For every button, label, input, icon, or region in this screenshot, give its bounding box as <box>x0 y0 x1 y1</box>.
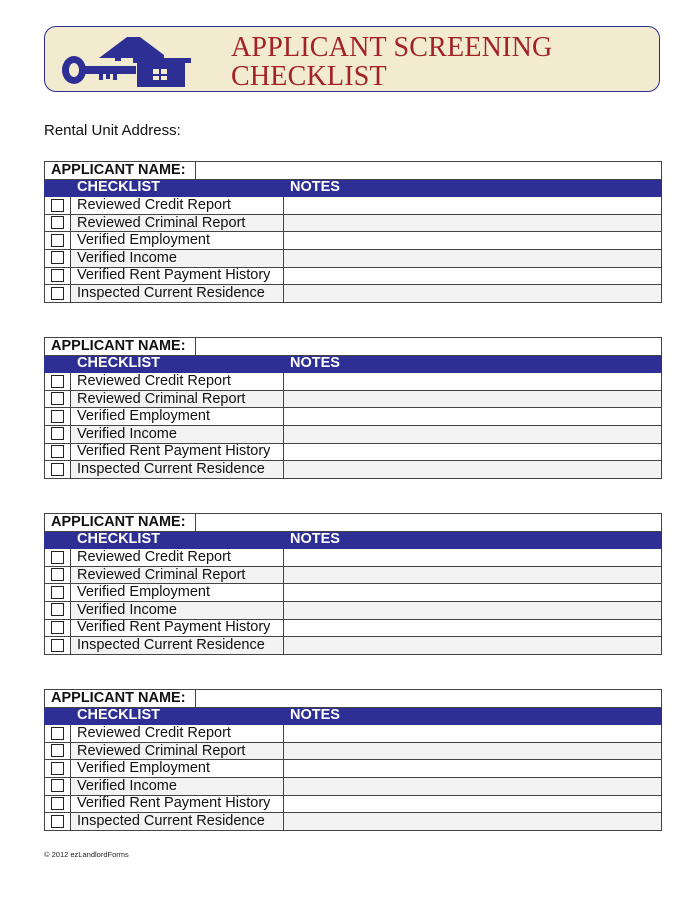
notes-header: NOTES <box>284 707 662 725</box>
applicant-name-label: APPLICANT NAME: <box>45 690 196 708</box>
checkbox[interactable] <box>51 815 64 828</box>
notes-field[interactable] <box>284 249 662 267</box>
checkbox[interactable] <box>51 551 64 564</box>
notes-field[interactable] <box>284 619 662 637</box>
checklist-item-label: Reviewed Criminal Report <box>71 390 284 408</box>
title-line-1: APPLICANT SCREENING <box>231 32 553 63</box>
checklist-item-row <box>45 267 662 285</box>
applicant-table <box>44 161 662 303</box>
notes-field[interactable] <box>284 795 662 813</box>
applicant-name-field[interactable] <box>196 690 662 708</box>
applicant-name-label: APPLICANT NAME: <box>45 162 196 180</box>
checkbox-cell[interactable] <box>45 777 71 795</box>
applicant-name-field[interactable] <box>196 338 662 356</box>
checkbox-cell[interactable] <box>45 285 71 303</box>
checklist-item-row <box>45 619 662 637</box>
checklist-item-label: Inspected Current Residence <box>71 461 284 479</box>
checkbox[interactable] <box>51 251 64 264</box>
checklist-header: CHECKLIST <box>45 707 284 725</box>
checkbox-cell[interactable] <box>45 619 71 637</box>
key-house-icon <box>59 31 194 89</box>
checklist-item-label: Verified Employment <box>71 760 284 778</box>
checklist-item-row <box>45 461 662 479</box>
notes-field[interactable] <box>284 813 662 831</box>
checklist-item-row <box>45 549 662 567</box>
checkbox-cell[interactable] <box>45 795 71 813</box>
checklist-item-label: Verified Employment <box>71 408 284 426</box>
checkbox-cell[interactable] <box>45 390 71 408</box>
checklist-item-label: Verified Income <box>71 425 284 443</box>
checklist-item-row <box>45 742 662 760</box>
checkbox-cell[interactable] <box>45 197 71 215</box>
notes-field[interactable] <box>284 637 662 655</box>
header-banner <box>44 26 660 92</box>
checkbox[interactable] <box>51 586 64 599</box>
checklist-item-label: Reviewed Criminal Report <box>71 742 284 760</box>
applicant-name-label: APPLICANT NAME: <box>45 338 196 356</box>
checklist-item-row <box>45 725 662 743</box>
checklist-item-label: Verified Employment <box>71 232 284 250</box>
checklist-item-label: Reviewed Credit Report <box>71 373 284 391</box>
checklist-item-row <box>45 197 662 215</box>
notes-field[interactable] <box>284 214 662 232</box>
checkbox-cell[interactable] <box>45 742 71 760</box>
applicant-name-row <box>45 338 662 356</box>
checklist-header-row <box>45 179 662 197</box>
checkbox-cell[interactable] <box>45 760 71 778</box>
checkbox[interactable] <box>51 744 64 757</box>
notes-field[interactable] <box>284 232 662 250</box>
checklist-item-label: Verified Rent Payment History <box>71 267 284 285</box>
checkbox[interactable] <box>51 603 64 616</box>
notes-header: NOTES <box>284 355 662 373</box>
title-line-2: CHECKLIST <box>231 61 387 92</box>
checklist-item-row <box>45 566 662 584</box>
checklist-item-label: Verified Income <box>71 249 284 267</box>
checkbox[interactable] <box>51 269 64 282</box>
checkbox-cell[interactable] <box>45 232 71 250</box>
checklist-item-label: Verified Employment <box>71 584 284 602</box>
checkbox[interactable] <box>51 621 64 634</box>
checkbox-cell[interactable] <box>45 408 71 426</box>
checklist-item-row <box>45 408 662 426</box>
notes-field[interactable] <box>284 725 662 743</box>
checklist-item-label: Verified Income <box>71 777 284 795</box>
page-title <box>231 33 552 91</box>
applicant-name-field[interactable] <box>196 162 662 180</box>
checklist-header: CHECKLIST <box>45 531 284 549</box>
checklist-item-label: Reviewed Credit Report <box>71 197 284 215</box>
checklist-item-row <box>45 813 662 831</box>
checkbox-cell[interactable] <box>45 425 71 443</box>
applicant-block <box>44 337 662 479</box>
applicant-table <box>44 513 662 655</box>
notes-header: NOTES <box>284 531 662 549</box>
checkbox-cell[interactable] <box>45 566 71 584</box>
applicant-block <box>44 513 662 655</box>
notes-field[interactable] <box>284 390 662 408</box>
notes-field[interactable] <box>284 549 662 567</box>
checklist-header-row <box>45 707 662 725</box>
notes-field[interactable] <box>284 566 662 584</box>
checkbox-cell[interactable] <box>45 443 71 461</box>
checkbox[interactable] <box>51 199 64 212</box>
checkbox-cell[interactable] <box>45 584 71 602</box>
checklist-header: CHECKLIST <box>45 355 284 373</box>
checkbox[interactable] <box>51 234 64 247</box>
checklist-item-row <box>45 425 662 443</box>
checkbox[interactable] <box>51 463 64 476</box>
checkbox[interactable] <box>51 287 64 300</box>
copyright-footer: © 2012 ezLandlordForms <box>44 850 129 859</box>
applicant-name-label: APPLICANT NAME: <box>45 514 196 532</box>
checkbox[interactable] <box>51 392 64 405</box>
notes-field[interactable] <box>284 285 662 303</box>
checkbox-cell[interactable] <box>45 249 71 267</box>
checkbox[interactable] <box>51 797 64 810</box>
checklist-item-row <box>45 637 662 655</box>
checklist-item-row <box>45 601 662 619</box>
checkbox-cell[interactable] <box>45 461 71 479</box>
checklist-item-label: Reviewed Credit Report <box>71 725 284 743</box>
checkbox-cell[interactable] <box>45 813 71 831</box>
checklist-item-label: Inspected Current Residence <box>71 813 284 831</box>
checklist-item-label: Inspected Current Residence <box>71 285 284 303</box>
checklist-item-label: Reviewed Credit Report <box>71 549 284 567</box>
rental-unit-address-label: Rental Unit Address: <box>44 122 181 139</box>
checklist-item-row <box>45 760 662 778</box>
checklist-item-label: Reviewed Criminal Report <box>71 566 284 584</box>
notes-header: NOTES <box>284 179 662 197</box>
checkbox[interactable] <box>51 639 64 652</box>
checkbox[interactable] <box>51 445 64 458</box>
checkbox[interactable] <box>51 410 64 423</box>
checklist-header-row <box>45 531 662 549</box>
checkbox[interactable] <box>51 427 64 440</box>
checklist-item-label: Inspected Current Residence <box>71 637 284 655</box>
checklist-item-row <box>45 232 662 250</box>
checkbox-cell[interactable] <box>45 267 71 285</box>
applicant-table <box>44 689 662 831</box>
checklist-item-row <box>45 214 662 232</box>
applicant-name-row <box>45 162 662 180</box>
applicant-block <box>44 161 662 303</box>
notes-field[interactable] <box>284 408 662 426</box>
checklist-header-row <box>45 355 662 373</box>
checklist-item-row <box>45 373 662 391</box>
applicant-name-row <box>45 514 662 532</box>
applicant-name-field[interactable] <box>196 514 662 532</box>
checklist-item-row <box>45 584 662 602</box>
notes-field[interactable] <box>284 461 662 479</box>
checklist-item-label: Reviewed Criminal Report <box>71 214 284 232</box>
notes-field[interactable] <box>284 760 662 778</box>
checklist-item-label: Verified Rent Payment History <box>71 443 284 461</box>
checklist-item-row <box>45 795 662 813</box>
checklist-item-row <box>45 390 662 408</box>
checkbox-cell[interactable] <box>45 214 71 232</box>
applicant-block <box>44 689 662 831</box>
checkbox[interactable] <box>51 375 64 388</box>
notes-field[interactable] <box>284 777 662 795</box>
checkbox-cell[interactable] <box>45 637 71 655</box>
notes-field[interactable] <box>284 373 662 391</box>
checkbox[interactable] <box>51 216 64 229</box>
checklist-item-row <box>45 285 662 303</box>
notes-field[interactable] <box>284 601 662 619</box>
applicant-name-row <box>45 690 662 708</box>
checklist-item-label: Verified Rent Payment History <box>71 619 284 637</box>
checkbox-cell[interactable] <box>45 373 71 391</box>
checkbox[interactable] <box>51 568 64 581</box>
checklist-item-row <box>45 777 662 795</box>
notes-field[interactable] <box>284 742 662 760</box>
notes-field[interactable] <box>284 197 662 215</box>
checklist-item-label: Verified Income <box>71 601 284 619</box>
checklist-item-row <box>45 249 662 267</box>
checkbox[interactable] <box>51 727 64 740</box>
checklist-header: CHECKLIST <box>45 179 284 197</box>
checkbox[interactable] <box>51 779 64 792</box>
checkbox[interactable] <box>51 762 64 775</box>
applicant-table <box>44 337 662 479</box>
checkbox-cell[interactable] <box>45 725 71 743</box>
checklist-item-label: Verified Rent Payment History <box>71 795 284 813</box>
notes-field[interactable] <box>284 584 662 602</box>
checklist-item-row <box>45 443 662 461</box>
notes-field[interactable] <box>284 443 662 461</box>
notes-field[interactable] <box>284 267 662 285</box>
checkbox-cell[interactable] <box>45 549 71 567</box>
notes-field[interactable] <box>284 425 662 443</box>
checkbox-cell[interactable] <box>45 601 71 619</box>
